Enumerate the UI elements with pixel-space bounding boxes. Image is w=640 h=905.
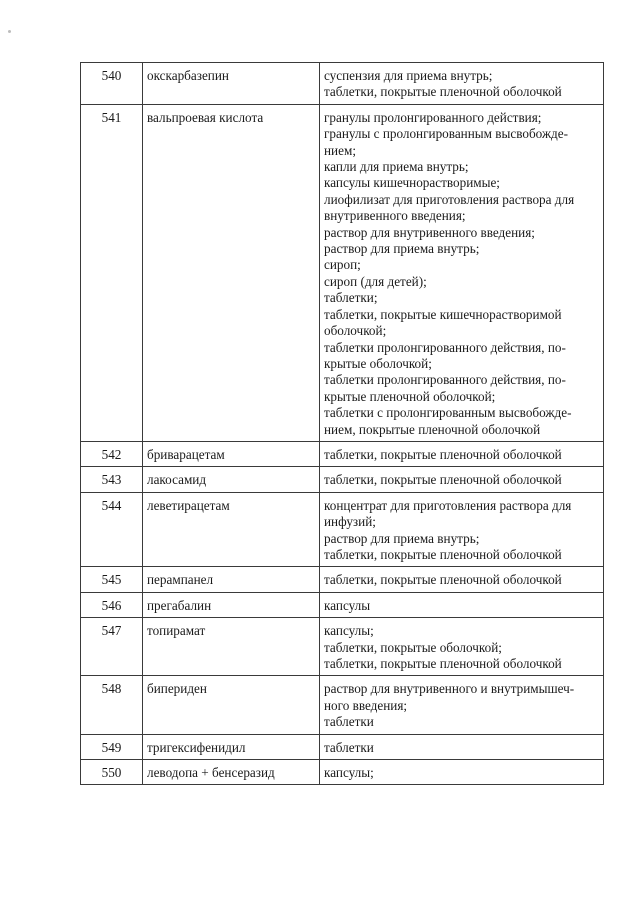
table-row — [81, 567, 604, 592]
dosage-forms — [320, 567, 604, 592]
dosage-form-line: таблетки, покрытые кишечнорастворимой — [324, 306, 562, 322]
table-row — [81, 592, 604, 617]
dosage-form-line: таблетки, покрытые пленочной оболочкой — [324, 572, 562, 588]
dosage-form-line: инфузий; — [324, 514, 376, 530]
row-number: 548 — [81, 676, 143, 734]
dosage-form-line: таблетки пролонгированного действия, по- — [324, 339, 566, 355]
dosage-form-line: таблетки, покрытые пленочной оболочкой — [324, 546, 562, 562]
scan-dot — [8, 30, 11, 33]
dosage-form-line: таблетки — [324, 739, 374, 755]
dosage-forms — [320, 63, 604, 105]
drug-name: окскарбазепин — [143, 63, 320, 105]
table-row — [81, 441, 604, 466]
drug-name: прегабалин — [143, 592, 320, 617]
dosage-form-line: гранулы с пролонгированным высвобожде- — [324, 126, 569, 142]
dosage-form-line: нием, покрытые пленочной оболочкой — [324, 421, 541, 437]
drug-name: тригексифенидил — [143, 734, 320, 759]
dosage-form-line: таблетки, покрытые пленочной оболочкой — [324, 656, 562, 671]
dosage-form-line: нием; — [324, 142, 356, 158]
dosage-form-line: раствор для внутривенного введения; — [324, 224, 535, 240]
dosage-form-line: капсулы кишечнорастворимые; — [324, 175, 500, 191]
dosage-forms — [320, 467, 604, 492]
dosage-form-line: капли для приема внутрь; — [324, 159, 469, 175]
dosage-form-line: оболочкой; — [324, 323, 387, 339]
dosage-form-line: таблетки, покрытые пленочной оболочкой — [324, 446, 562, 462]
dosage-form-line: таблетки; — [324, 290, 378, 306]
dosage-form-line: таблетки пролонгированного действия, по- — [324, 372, 566, 388]
dosage-forms — [320, 441, 604, 466]
dosage-form-line: таблетки — [324, 714, 374, 730]
dosage-form-line: раствор для приема внутрь; — [324, 530, 480, 546]
dosage-form-line: крытые оболочкой; — [324, 355, 432, 371]
dosage-form-line: внутривенного введения; — [324, 208, 466, 224]
table-row — [81, 676, 604, 734]
dosage-forms — [320, 492, 604, 567]
dosage-form-line: таблетки, покрытые пленочной оболочкой — [324, 472, 562, 488]
dosage-form-line: капсулы; — [324, 623, 374, 639]
dosage-form-line: ного введения; — [324, 697, 408, 713]
row-number: 545 — [81, 567, 143, 592]
dosage-form-line: капсулы; — [324, 765, 374, 781]
row-number: 547 — [81, 618, 143, 676]
table-row — [81, 467, 604, 492]
dosage-form-line: сироп (для детей); — [324, 273, 427, 289]
table-row — [81, 63, 604, 105]
row-number: 540 — [81, 63, 143, 105]
row-number: 550 — [81, 760, 143, 785]
dosage-form-line: сироп; — [324, 257, 361, 273]
row-number: 549 — [81, 734, 143, 759]
dosage-form-line: таблетки, покрытые пленочной оболочкой — [324, 84, 562, 100]
table-row — [81, 760, 604, 785]
drug-name: бипериден — [143, 676, 320, 734]
dosage-forms — [320, 592, 604, 617]
drug-table-body — [81, 63, 604, 785]
drug-name: перампанел — [143, 567, 320, 592]
row-number: 541 — [81, 104, 143, 441]
dosage-form-line: таблетки с пролонгированным высвобожде- — [324, 405, 572, 421]
dosage-form-line: раствор для приема внутрь; — [324, 241, 480, 257]
drug-name: лакосамид — [143, 467, 320, 492]
dosage-forms — [320, 104, 604, 441]
dosage-forms — [320, 734, 604, 759]
row-number: 546 — [81, 592, 143, 617]
row-number: 544 — [81, 492, 143, 567]
row-number: 542 — [81, 441, 143, 466]
dosage-form-line: лиофилизат для приготовления раствора для — [324, 191, 575, 207]
dosage-form-line: таблетки, покрытые оболочкой; — [324, 639, 502, 655]
drug-table — [80, 62, 604, 785]
table-row — [81, 104, 604, 441]
table-row — [81, 734, 604, 759]
dosage-forms — [320, 676, 604, 734]
dosage-form-line: капсулы — [324, 597, 371, 613]
table-row — [81, 492, 604, 567]
dosage-form-line: крытые пленочной оболочкой; — [324, 388, 496, 404]
dosage-form-line: раствор для внутривенного и внутримышеч- — [324, 681, 575, 697]
drug-name: вальпроевая кислота — [143, 104, 320, 441]
drug-name: бриварацетам — [143, 441, 320, 466]
dosage-forms — [320, 760, 604, 785]
drug-name: леветирацетам — [143, 492, 320, 567]
row-number: 543 — [81, 467, 143, 492]
dosage-form-line: суспензия для приема внутрь; — [324, 68, 493, 83]
dosage-form-line: концентрат для приготовления раствора для — [324, 497, 572, 513]
table-row — [81, 618, 604, 676]
drug-name: топирамат — [143, 618, 320, 676]
dosage-forms — [320, 618, 604, 676]
drug-name: леводопа + бенсеразид — [143, 760, 320, 785]
dosage-form-line: гранулы пролонгированного действия; — [324, 109, 542, 125]
